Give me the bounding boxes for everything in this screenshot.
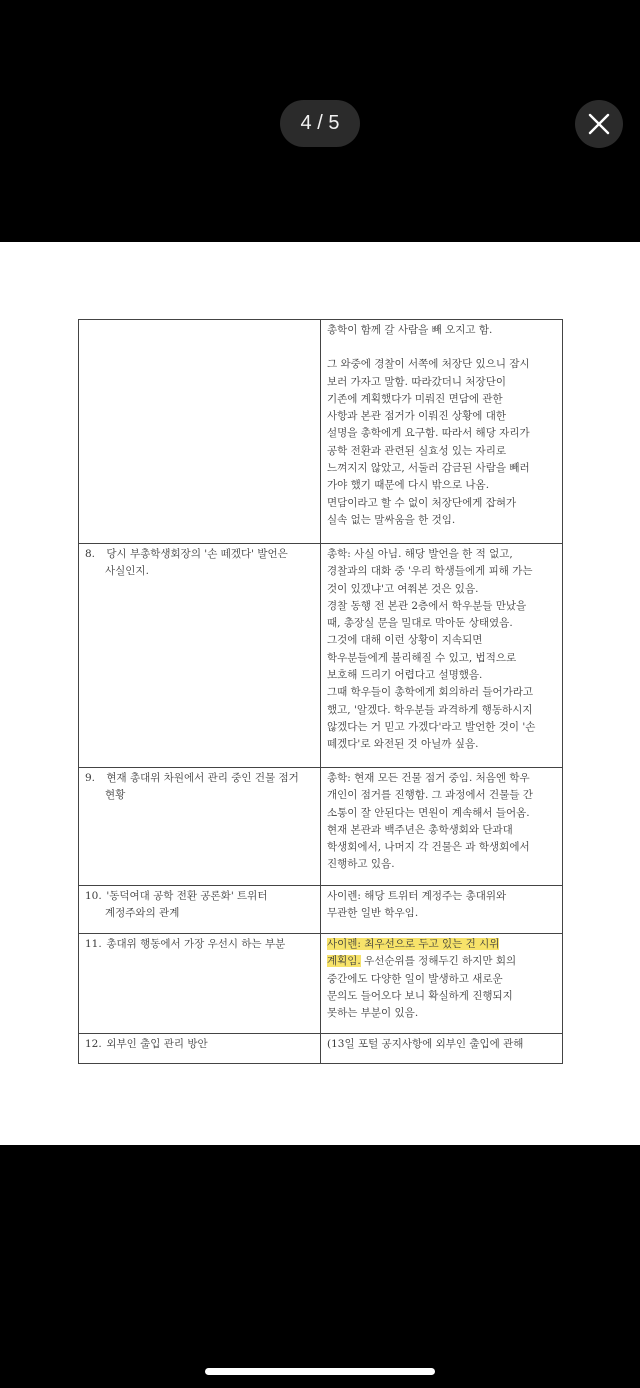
question-number: 8. xyxy=(85,548,96,560)
question-cell xyxy=(79,886,321,934)
question-text: 당시 부총학생회장의 '손 떼겠다' 발언은 사실인지. xyxy=(105,548,288,578)
table-row xyxy=(79,768,563,886)
question-number: 9. xyxy=(85,772,96,784)
table-row xyxy=(79,1034,563,1064)
question-cell xyxy=(79,544,321,768)
answer-cell: 사이렌: 최우선으로 두고 있는 건 시위 계획임. 우선순위를 정해두긴 하지만 회의 중간에도 다양한 일이 발생하고 새로운 문의도 들어오다 보니 확실하게 진행되지 못하는 부분이 있음. xyxy=(321,934,563,1034)
table-row xyxy=(79,320,563,544)
answer-cell: (13일 포털 공지사항에 외부인 출입에 관해 xyxy=(321,1034,563,1064)
question-number: 10. xyxy=(85,890,102,902)
question-cell xyxy=(79,1034,321,1064)
table-row xyxy=(79,544,563,768)
answer-cell: 총학: 현재 모든 건물 점거 중임. 처음엔 학우 개인이 점거를 진행함. 그 과정에서 건물들 간 소통이 잘 안된다는 면원이 계속해서 들어옴. 현재 본관과 백주년은 총학생회와 단과대 학생회에서, 나머지 각 건물은 과 학생회에서 진행하고 있음. xyxy=(321,768,563,886)
page-counter: 4 / 5 xyxy=(280,100,360,147)
answer-cell: 총학이 함께 갈 사람을 빼 오지고 함. 그 와중에 경찰이 서쪽에 처장단 있으니 잠시 보러 가자고 말함. 따라갔더니 처장단이 기존에 계획했다가 미뤄진 면담에 관한 사항과 본관 점거가 이뤄진 상황에 대한 설명을 총학에게 요구함. 따라서 해당 자리가 공학 전환과 관련된 실효성 있는 자리로 느껴지지 않았고, 서둘러 감금된 사람을 빼러 가야 했기 때문에 다시 밖으로 나옴. 면담이라고 할 수 없이 처장단에게 잡혀가 실속 없는 말싸움을 한 것임. xyxy=(321,320,563,544)
question-cell xyxy=(79,934,321,1034)
question-text: '동덕여대 공학 전환 공론화' 트위터 계정주와의 관계 xyxy=(105,890,268,920)
highlighted-text: 사이렌: 최우선으로 두고 있는 건 시위 xyxy=(327,938,500,950)
table-row xyxy=(79,886,563,934)
question-text: 총대위 행동에서 가장 우선시 하는 부분 xyxy=(106,938,286,950)
highlighted-text: 계획임. xyxy=(327,955,361,968)
question-text: 현재 총대위 차원에서 관리 중인 건물 점거 현황 xyxy=(105,772,299,802)
question-number: 12. xyxy=(85,1038,102,1050)
qa-table xyxy=(78,319,563,1064)
question-number: 11. xyxy=(85,938,102,950)
answer-cell: 총학: 사실 아님. 해당 발언을 한 적 없고, 경찰과의 대화 중 '우리 학생들에게 피해 가는 것이 있겠냐'고 여쭤본 것은 있음. 경찰 동행 전 본관 2층에서 학우분들 만났을 때, 총장실 문을 밀대로 막아둔 상태였음. 그것에 대해 이런 상황이 지속되면 학우분들에게 불리해질 수 있고, 법적으로 보호해 드리기 어렵다고 설명했음. 그때 학우들이 총학에게 회의하러 들어가라고 했고, '알겠다. 학우분들 과격하게 행동하시지 않겠다는 거 믿고 가겠다'라고 발언한 것이 '손 떼겠다'로 와전된 것 아닐까 싶음. xyxy=(321,544,563,768)
close-icon xyxy=(587,112,611,136)
table-row xyxy=(79,934,563,1034)
answer-cell: 사이렌: 해당 트위터 계정주는 총대위와 무관한 일반 학우임. xyxy=(321,886,563,934)
question-cell xyxy=(79,320,321,544)
home-indicator[interactable] xyxy=(205,1368,435,1375)
close-button[interactable] xyxy=(575,100,623,148)
question-text: 외부인 출입 관리 방안 xyxy=(106,1038,208,1050)
document-page xyxy=(0,242,640,1145)
question-cell xyxy=(79,768,321,886)
